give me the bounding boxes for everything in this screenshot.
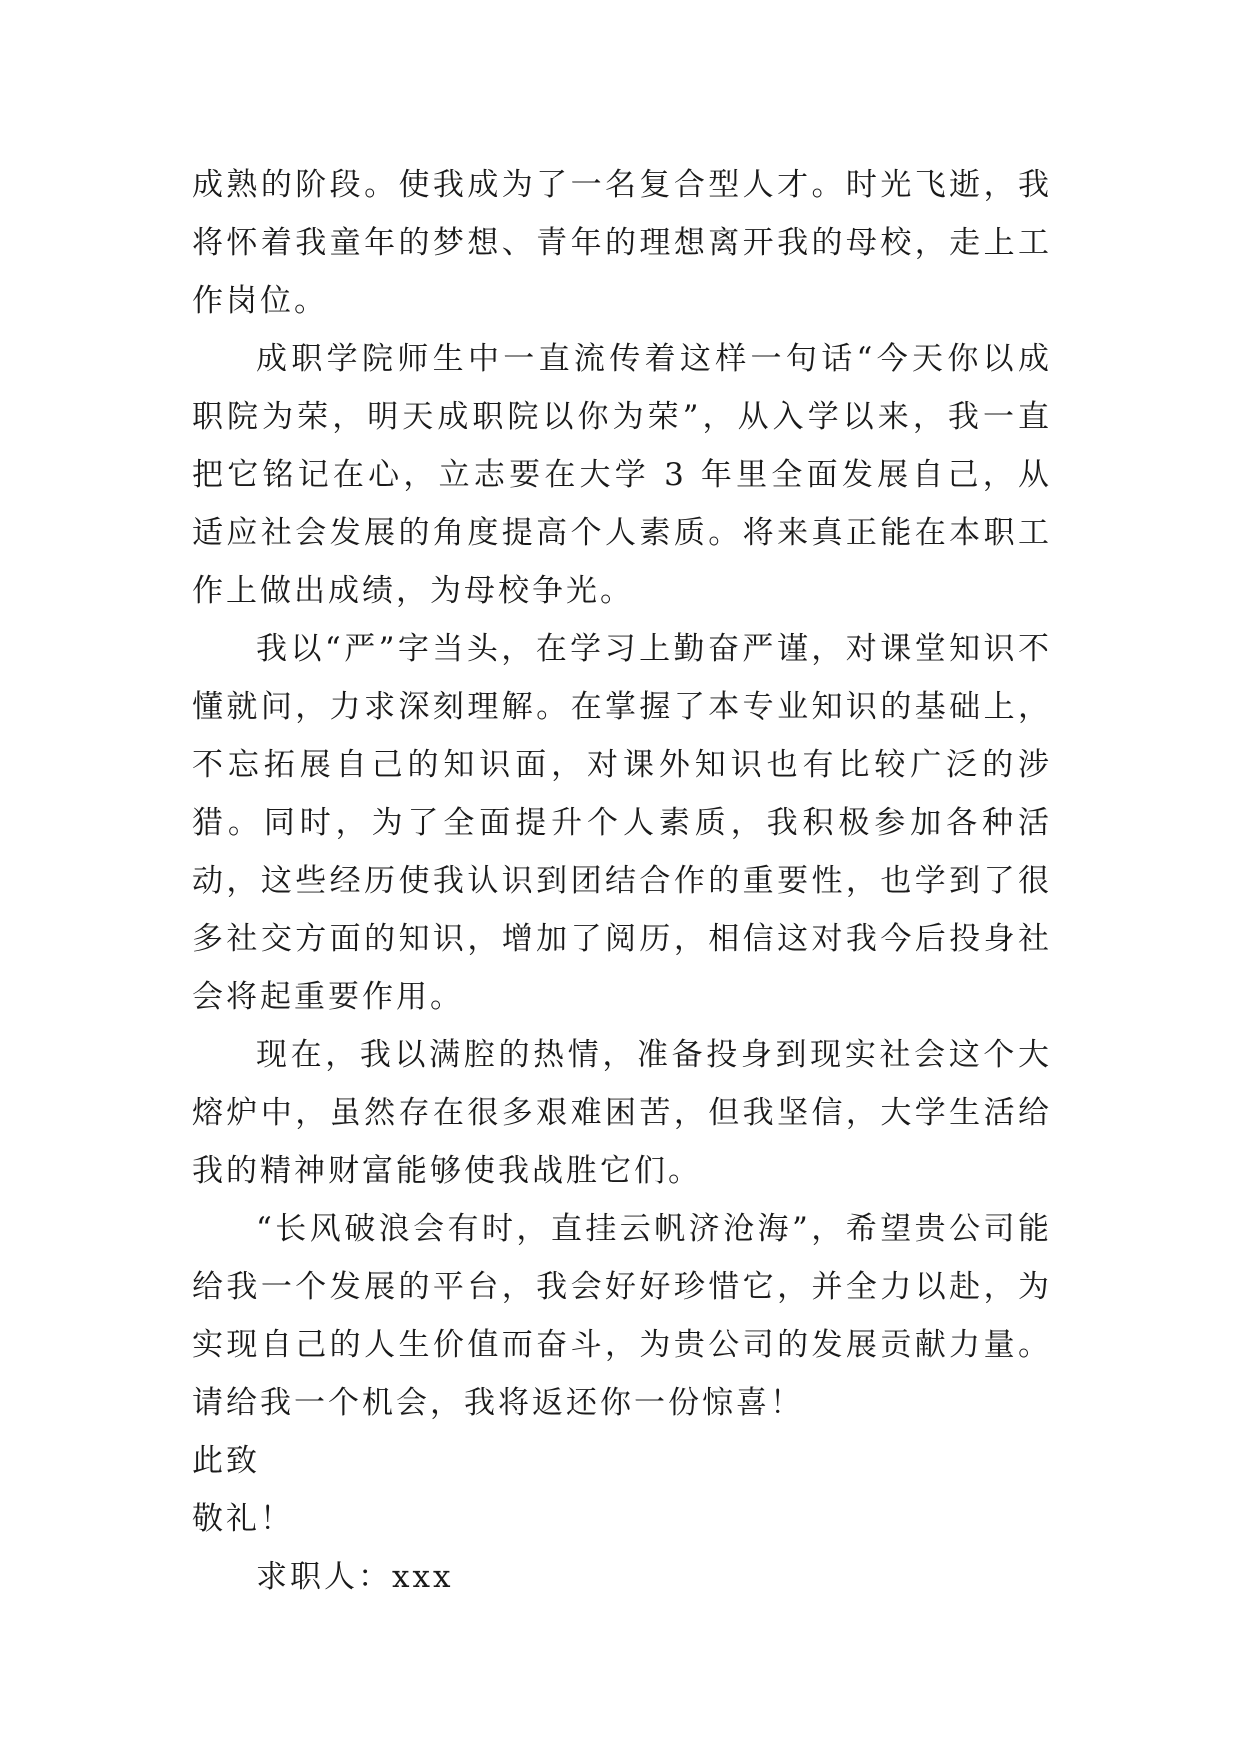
letter-body	[192, 156, 1052, 1606]
paragraph-enthusiasm: 现在，我以满腔的热情，准备投身到现实社会这个大熔炉中，虽然存在很多艰难困苦，但我坚信，大学生活给我的精神财富能够使我战胜它们。	[192, 1037, 1052, 1189]
paragraph-school-motto: 成职学院师生中一直流传着这样一句话“今天你以成职院为荣，明天成职院以你为荣”，从入学以来，我一直把它铭记在心，立志要在大学 3 年里全面发展自己，从适应社会发展的角度提高个人素质。将来真正能在本职工作上做出成绩，为母校争光。	[192, 341, 1052, 609]
paragraph-study: 我以“严”字当头，在学习上勤奋严谨，对课堂知识不懂就问，力求深刻理解。在掌握了本专业知识的基础上，不忘拓展自己的知识面，对课外知识也有比较广泛的涉猎。同时，为了全面提升个人素质，我积极参加各种活动，这些经历使我认识到团结合作的重要性，也学到了很多社交方面的知识，增加了阅历，相信这对我今后投身社会将起重要作用。	[192, 631, 1052, 1015]
closing-regards: 敬礼！	[192, 1501, 294, 1537]
closing-salutation: 此致	[192, 1443, 260, 1479]
signature-line: 求职人：xxx	[256, 1559, 454, 1595]
paragraph-continuation: 成熟的阶段。使我成为了一名复合型人才。时光飞逝，我将怀着我童年的梦想、青年的理想离开我的母校，走上工作岗位。	[192, 167, 1052, 319]
paragraph-request: “长风破浪会有时，直挂云帆济沧海”，希望贵公司能给我一个发展的平台，我会好好珍惜它，并全力以赴，为实现自己的人生价值而奋斗，为贵公司的发展贡献力量。请给我一个机会，我将返还你一份惊喜！	[192, 1211, 1052, 1421]
